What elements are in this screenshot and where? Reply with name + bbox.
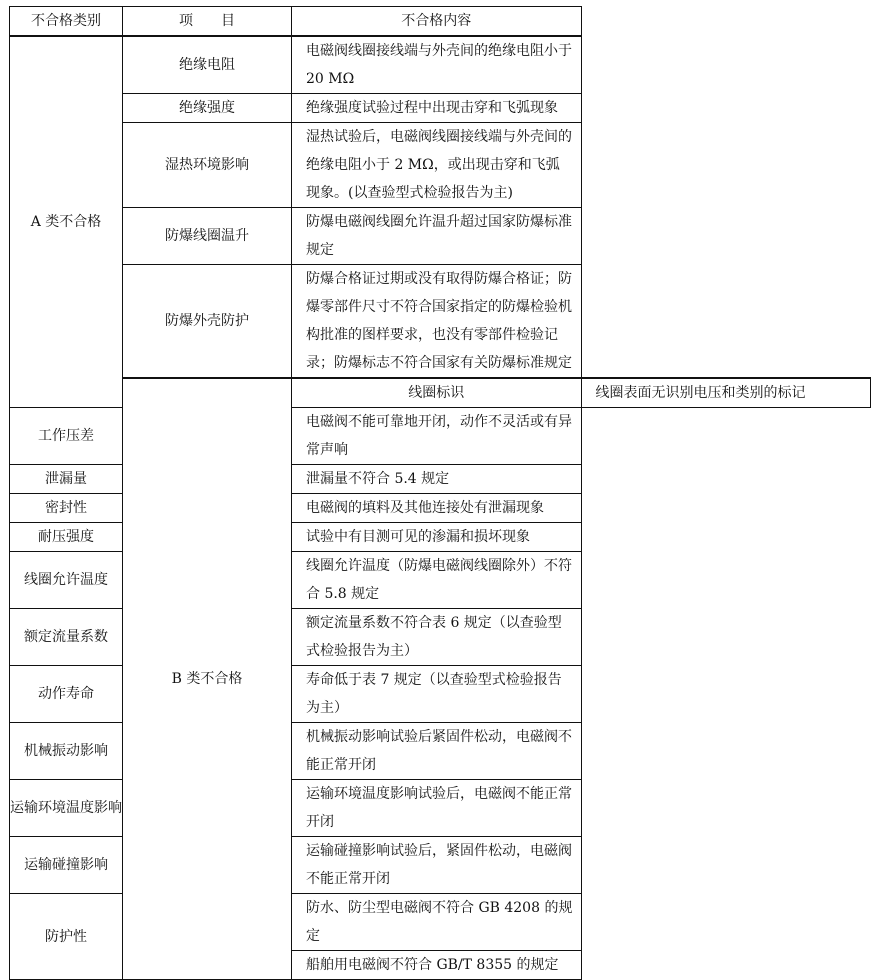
content-cell: 寿命低于表 7 规定（以查验型式检验报告为主）: [292, 666, 582, 723]
item-cell: 绝缘强度: [123, 94, 292, 123]
content-cell: 线圈允许温度（防爆电磁阀线圈除外）不符合 5.8 规定: [292, 552, 582, 609]
content-cell: 绝缘强度试验过程中出现击穿和飞弧现象: [292, 94, 582, 123]
nonconformity-table-container: [9, 6, 871, 980]
header-category: 不合格类别: [10, 7, 123, 37]
content-cell: 湿热试验后，电磁阀线圈接线端与外壳间的绝缘电阻小于 2 MΩ，或出现击穿和飞弧现象。(以查验型式检验报告为主): [292, 123, 582, 208]
content-cell: 防爆合格证过期或没有取得防爆合格证；防爆零部件尺寸不符合国家指定的防爆检验机构批准的图样要求，也没有零部件检验记录；防爆标志不符合国家有关防爆标准规定: [292, 265, 582, 379]
item-cell: 工作压差: [10, 408, 123, 465]
content-cell: 运输环境温度影响试验后，电磁阀不能正常开闭: [292, 780, 582, 837]
content-cell: 试验中有目测可见的渗漏和损坏现象: [292, 523, 582, 552]
table-row: [10, 378, 871, 408]
category-a-cell: A 类不合格: [10, 36, 123, 408]
content-cell: 船舶用电磁阀不符合 GB/T 8355 的规定: [292, 951, 582, 980]
content-cell: 泄漏量不符合 5.4 规定: [292, 465, 582, 494]
item-cell: 动作寿命: [10, 666, 123, 723]
table-row: [10, 36, 871, 94]
item-cell: 防爆外壳防护: [123, 265, 292, 379]
category-b-cell: B 类不合格: [123, 378, 292, 980]
content-cell: 额定流量系数不符合表 6 规定（以查验型式检验报告为主）: [292, 609, 582, 666]
content-cell: 运输碰撞影响试验后，紧固件松动，电磁阀不能正常开闭: [292, 837, 582, 894]
header-item: 项 目: [123, 7, 292, 37]
item-cell: 防爆线圈温升: [123, 208, 292, 265]
item-cell: 密封性: [10, 494, 123, 523]
item-cell: 机械振动影响: [10, 723, 123, 780]
table-row: [10, 94, 871, 123]
item-cell: 耐压强度: [10, 523, 123, 552]
content-cell: 电磁阀的填料及其他连接处有泄漏现象: [292, 494, 582, 523]
item-cell: 绝缘电阻: [123, 36, 292, 94]
table-header-row: [10, 7, 871, 37]
item-cell: 运输碰撞影响: [10, 837, 123, 894]
item-cell: 防护性: [10, 894, 123, 980]
table-row: [10, 265, 871, 379]
item-cell: 线圈允许温度: [10, 552, 123, 609]
content-cell: 电磁阀线圈接线端与外壳间的绝缘电阻小于 20 MΩ: [292, 36, 582, 94]
nonconformity-table: [9, 6, 871, 980]
content-cell: 防水、防尘型电磁阀不符合 GB 4208 的规定: [292, 894, 582, 951]
item-cell: 泄漏量: [10, 465, 123, 494]
content-cell: 防爆电磁阀线圈允许温升超过国家防爆标准规定: [292, 208, 582, 265]
content-cell: 机械振动影响试验后紧固件松动，电磁阀不能正常开闭: [292, 723, 582, 780]
table-row: [10, 123, 871, 208]
item-cell: 湿热环境影响: [123, 123, 292, 208]
content-cell: 线圈表面无识别电压和类别的标记: [581, 378, 871, 408]
item-cell: 线圈标识: [292, 378, 582, 408]
item-cell: 额定流量系数: [10, 609, 123, 666]
table-row: [10, 208, 871, 265]
header-content: 不合格内容: [292, 7, 582, 37]
content-cell: 电磁阀不能可靠地开闭，动作不灵活或有异常声响: [292, 408, 582, 465]
item-cell: 运输环境温度影响: [10, 780, 123, 837]
